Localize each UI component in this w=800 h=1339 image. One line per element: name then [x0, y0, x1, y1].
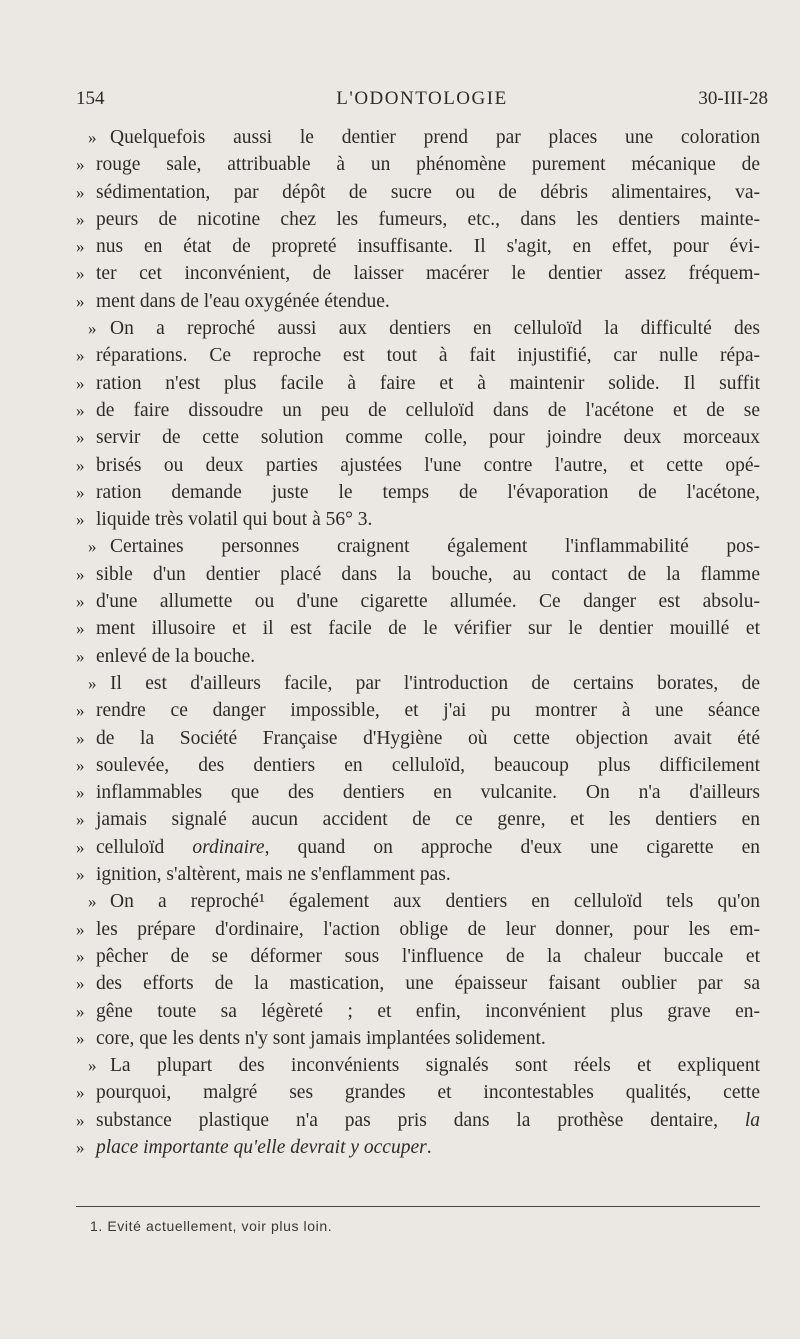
quote-mark: » [76, 428, 85, 448]
line-text: soulevée, des dentiers en celluloïd, beaucoup plus difficilement [96, 754, 760, 776]
text-line [76, 206, 760, 233]
quote-mark: » [76, 346, 85, 366]
quote-mark: » [76, 865, 85, 885]
line-text: gêne toute sa légèreté ; et enfin, inconvénient plus grave en- [96, 1000, 760, 1022]
text-line [76, 643, 760, 670]
text-line [76, 670, 760, 697]
line-text: ter cet inconvénient, de laisser macérer le dentier assez fréquem- [96, 263, 760, 285]
quote-mark: » [76, 564, 85, 584]
text-line [76, 260, 760, 287]
quote-mark: » [76, 237, 85, 257]
quote-mark: » [76, 1001, 85, 1021]
footnote: 1. Evité actuellement, voir plus loin. [90, 1218, 333, 1234]
quote-mark: » [76, 755, 85, 775]
text-line [76, 506, 760, 533]
line-text: core, que les dents n'y sont jamais implantées solidement. [96, 1027, 546, 1049]
line-text: On a reproché aussi aux dentiers en celluloïd la difficulté des [110, 318, 760, 340]
quote-mark: » [76, 728, 85, 748]
line-text: brisés ou deux parties ajustées l'une contre l'autre, et cette opé- [96, 454, 760, 476]
quote-mark: » [76, 1028, 85, 1048]
quote-mark: » [76, 619, 85, 639]
quote-mark: » [76, 592, 85, 612]
text-line [76, 151, 760, 178]
line-text: d'une allumette ou d'une cigarette allumée. Ce danger est absolu- [96, 591, 760, 613]
quote-mark: » [76, 919, 85, 939]
line-text: On a reproché¹ également aux dentiers en celluloïd tels qu'on [110, 891, 760, 913]
line-text: liquide très volatil qui bout à 56° 3. [96, 509, 373, 531]
text-line [76, 397, 760, 424]
line-text: des efforts de la mastication, une épaisseur faisant oublier par sa [96, 973, 760, 995]
paragraph [76, 124, 760, 315]
quote-mark: » [76, 646, 85, 666]
line-text: Certaines personnes craignent également l'inflammabilité pos- [110, 536, 760, 558]
quote-mark: » [76, 155, 85, 175]
line-text: ment dans de l'eau oxygénée étendue. [96, 290, 390, 312]
line-text: substance plastique n'a pas pris dans la prothèse dentaire, la [96, 1109, 760, 1131]
line-text: La plupart des inconvénients signalés sont réels et expliquent [110, 1055, 760, 1077]
paragraph [76, 533, 760, 669]
text-line [76, 288, 760, 315]
quote-mark: » [88, 892, 97, 912]
line-text: place importante qu'elle devrait y occuper. [96, 1136, 432, 1158]
text-line [76, 370, 760, 397]
quote-mark: » [76, 455, 85, 475]
quote-mark: » [76, 291, 85, 311]
text-line [76, 479, 760, 506]
quote-mark: » [76, 400, 85, 420]
quote-mark: » [88, 1056, 97, 1076]
text-line [76, 916, 760, 943]
quote-mark: » [76, 783, 85, 803]
paragraph [76, 670, 760, 888]
text-line [76, 970, 760, 997]
quote-mark: » [88, 319, 97, 339]
quote-mark: » [76, 1110, 85, 1130]
line-text: de faire dissoudre un peu de celluloïd dans de l'acétone et de se [96, 399, 760, 421]
line-text: ration n'est plus facile à faire et à maintenir solide. Il suffit [96, 372, 760, 394]
text-line [76, 452, 760, 479]
text-line [76, 615, 760, 642]
article-body [76, 124, 760, 1161]
quote-mark: » [76, 510, 85, 530]
quote-mark: » [88, 537, 97, 557]
line-text: ration demande juste le temps de l'évaporation de l'acétone, [96, 481, 760, 503]
quote-mark: » [76, 837, 85, 857]
page-number: 154 [76, 88, 105, 109]
line-text: nus en état de propreté insuffisante. Il s'agit, en effet, pour évi- [96, 236, 760, 258]
line-text: ignition, s'altèrent, mais ne s'enflamment pas. [96, 864, 451, 886]
paragraph [76, 1052, 760, 1161]
text-line [76, 124, 760, 151]
text-line [76, 725, 760, 752]
quote-mark: » [76, 946, 85, 966]
quote-mark: » [76, 974, 85, 994]
text-line [76, 179, 760, 206]
line-text: sible d'un dentier placé dans la bouche, au contact de la flamme [96, 563, 760, 585]
running-header [76, 88, 768, 114]
line-text: les prépare d'ordinaire, l'action oblige de leur donner, pour les em- [96, 918, 760, 940]
text-line [76, 315, 760, 342]
text-line [76, 861, 760, 888]
quote-mark: » [76, 1083, 85, 1103]
text-line [76, 561, 760, 588]
quote-mark: » [76, 701, 85, 721]
line-text: rouge sale, attribuable à un phénomène purement mécanique de [96, 154, 760, 176]
paragraph [76, 315, 760, 533]
line-text: de la Société Française d'Hygiène où cette objection avait été [96, 727, 760, 749]
journal-title: L'ODONTOLOGIE [336, 88, 508, 109]
line-text: inflammables que des dentiers en vulcanite. On n'a d'ailleurs [96, 782, 760, 804]
text-line [76, 1025, 760, 1052]
text-line [76, 834, 760, 861]
quote-mark: » [76, 182, 85, 202]
quote-mark: » [76, 482, 85, 502]
quote-mark: » [76, 1137, 85, 1157]
line-text: enlevé de la bouche. [96, 645, 256, 667]
quote-mark: » [88, 673, 97, 693]
text-line [76, 1079, 760, 1106]
line-text: servir de cette solution comme colle, pour joindre deux morceaux [96, 427, 760, 449]
text-line [76, 998, 760, 1025]
line-text: rendre ce danger impossible, et j'ai pu montrer à une séance [96, 700, 760, 722]
line-text: Quelquefois aussi le dentier prend par places une coloration [110, 127, 760, 148]
text-line [76, 1052, 760, 1079]
quote-mark: » [76, 209, 85, 229]
line-text: réparations. Ce reproche est tout à fait injustifié, car nulle répa- [96, 345, 760, 367]
text-line [76, 588, 760, 615]
quote-mark: » [76, 264, 85, 284]
text-line [76, 424, 760, 451]
quote-mark: » [76, 810, 85, 830]
line-text: jamais signalé aucun accident de ce genre, et les dentiers en [96, 809, 760, 831]
text-line [76, 533, 760, 560]
text-line [76, 779, 760, 806]
text-line [76, 752, 760, 779]
footnote-rule [76, 1206, 760, 1207]
text-line [76, 1107, 760, 1134]
text-line [76, 888, 760, 915]
text-line [76, 1134, 760, 1161]
text-line [76, 943, 760, 970]
issue-date: 30-III-28 [698, 88, 768, 109]
line-text: pêcher de se déformer sous l'influence de la chaleur buccale et [96, 945, 760, 967]
text-line [76, 233, 760, 260]
quote-mark: » [76, 373, 85, 393]
line-text: pourquoi, malgré ses grandes et incontestables qualités, cette [96, 1082, 760, 1104]
text-line [76, 342, 760, 369]
line-text: ment illusoire et il est facile de le vérifier sur le dentier mouillé et [96, 618, 760, 640]
line-text: celluloïd ordinaire, quand on approche d'eux une cigarette en [96, 836, 760, 858]
quote-mark: » [88, 128, 97, 147]
line-text: sédimentation, par dépôt de sucre ou de débris alimentaires, va- [96, 181, 760, 203]
paragraph [76, 888, 760, 1052]
text-line [76, 697, 760, 724]
text-line [76, 806, 760, 833]
line-text: peurs de nicotine chez les fumeurs, etc., dans les dentiers mainte- [96, 208, 760, 230]
line-text: Il est d'ailleurs facile, par l'introduction de certains borates, de [110, 672, 760, 694]
